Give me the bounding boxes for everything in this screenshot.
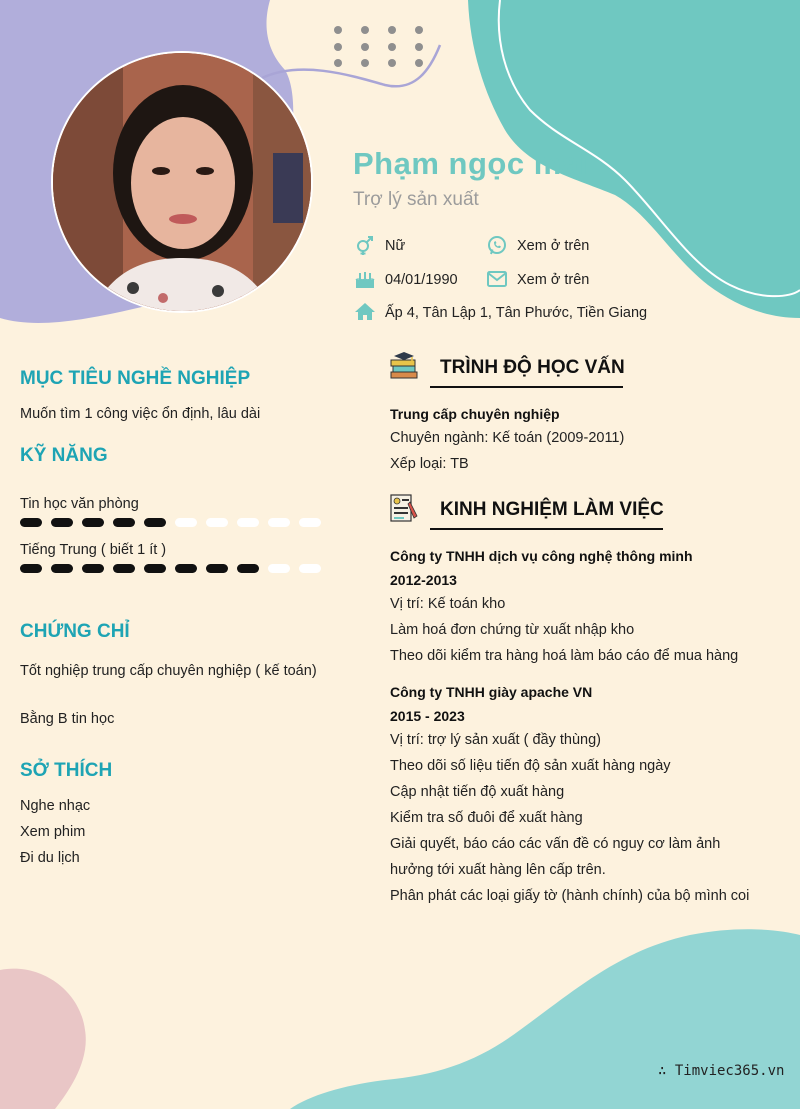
skill-name: Tiếng Trung ( biết 1 ít ) xyxy=(20,542,167,558)
resume-icon xyxy=(388,492,420,524)
cake-icon xyxy=(354,268,376,290)
job-company: Công ty TNHH dịch vụ công nghệ thông minh xyxy=(390,548,693,564)
experience-heading: KINH NGHIỆM LÀM VIỆC xyxy=(440,499,664,520)
skill-dash-empty xyxy=(299,564,321,573)
skill-name: Tin học văn phòng xyxy=(20,496,139,512)
job-detail: Làm hoá đơn chứng từ xuất nhập kho xyxy=(390,622,635,638)
skill-dash-empty xyxy=(268,564,290,573)
gender-icon xyxy=(354,234,376,256)
skill-dash-empty xyxy=(175,518,197,527)
skill-dash-filled xyxy=(20,564,42,573)
home-icon xyxy=(354,301,376,323)
job-company: Công ty TNHH giày apache VN xyxy=(390,684,593,700)
skill-dash-filled xyxy=(206,564,228,573)
skill-dash-filled xyxy=(113,518,135,527)
job-detail: hưởng tới xuất hàng lên cấp trên. xyxy=(390,862,606,878)
job-detail: Theo dõi kiểm tra hàng hoá làm báo cáo để mua hàng xyxy=(390,648,739,664)
job-detail: Cập nhật tiến độ xuất hàng xyxy=(390,784,565,800)
hobby-item: Nghe nhạc xyxy=(20,798,91,814)
job-period: 2015 - 2023 xyxy=(390,708,465,724)
gender-value: Nữ xyxy=(385,238,406,254)
phone-value: Xem ở trên xyxy=(517,238,590,254)
job-detail: Giải quyết, báo cáo các vấn đề có nguy cơ làm ảnh xyxy=(390,836,721,852)
address-value: Ấp 4, Tân Lập 1, Tân Phước, Tiền Giang xyxy=(385,305,648,321)
books-icon xyxy=(388,350,420,382)
candidate-name: Phạm ngọc mai xyxy=(353,146,589,181)
skill-dash-empty xyxy=(237,518,259,527)
skill-dash-filled xyxy=(237,564,259,573)
phone-icon xyxy=(486,234,508,256)
birthday-value: 04/01/1990 xyxy=(385,272,458,288)
skill-dash-filled xyxy=(144,518,166,527)
brand-watermark: ∴ Timviec365.vn xyxy=(658,1063,785,1079)
job-detail: Vị trí: trợ lý sản xuất ( đầy thùng) xyxy=(390,732,601,748)
skill-dash-empty xyxy=(268,518,290,527)
skill-level-bar xyxy=(20,518,325,528)
job-detail: Vị trí: Kế toán kho xyxy=(390,596,506,612)
email-value: Xem ở trên xyxy=(517,272,590,288)
job-detail: Kiểm tra số đuôi để xuất hàng xyxy=(390,810,583,826)
skill-dash-filled xyxy=(144,564,166,573)
hobby-item: Xem phim xyxy=(20,824,86,840)
pink-blob xyxy=(0,969,86,1109)
certificate-item: Bằng B tin học xyxy=(20,711,115,727)
job-title: Trợ lý sản xuất xyxy=(353,189,479,210)
skill-dash-empty xyxy=(206,518,228,527)
education-major: Chuyên ngành: Kế toán (2009-2011) xyxy=(390,430,625,446)
certificates-heading: CHỨNG CHỈ xyxy=(20,621,130,642)
education-grade: Xếp loại: TB xyxy=(390,456,469,472)
objective-text: Muốn tìm 1 công việc ổn định, lâu dài xyxy=(20,406,261,422)
skill-dash-filled xyxy=(82,518,104,527)
skill-dash-filled xyxy=(175,564,197,573)
skill-dash-filled xyxy=(51,564,73,573)
skill-dash-empty xyxy=(299,518,321,527)
skill-dash-filled xyxy=(20,518,42,527)
profile-photo xyxy=(51,51,313,313)
skill-dash-filled xyxy=(82,564,104,573)
skills-heading: KỸ NĂNG xyxy=(20,445,108,466)
skill-dash-filled xyxy=(113,564,135,573)
job-period: 2012-2013 xyxy=(390,572,457,588)
teal-bottom-blob xyxy=(290,929,800,1109)
education-underline xyxy=(430,386,623,388)
experience-underline xyxy=(430,528,663,530)
certificate-item: Tốt nghiệp trung cấp chuyên nghiệp ( kế toán) xyxy=(20,663,317,679)
hobby-item: Đi du lịch xyxy=(20,850,80,866)
education-heading: TRÌNH ĐỘ HỌC VẤN xyxy=(440,357,625,378)
hobbies-heading: SỞ THÍCH xyxy=(20,760,113,781)
dot-grid xyxy=(334,26,423,67)
objective-heading: MỤC TIÊU NGHỀ NGHIỆP xyxy=(20,368,251,389)
skill-dash-filled xyxy=(51,518,73,527)
job-detail: Phân phát các loại giấy tờ (hành chính) của bộ mình coi xyxy=(390,888,750,904)
mail-icon xyxy=(486,268,508,290)
job-detail: Theo dõi số liệu tiến độ sản xuất hàng ngày xyxy=(390,758,671,774)
skill-level-bar xyxy=(20,564,325,574)
education-school: Trung cấp chuyên nghiệp xyxy=(390,406,560,422)
